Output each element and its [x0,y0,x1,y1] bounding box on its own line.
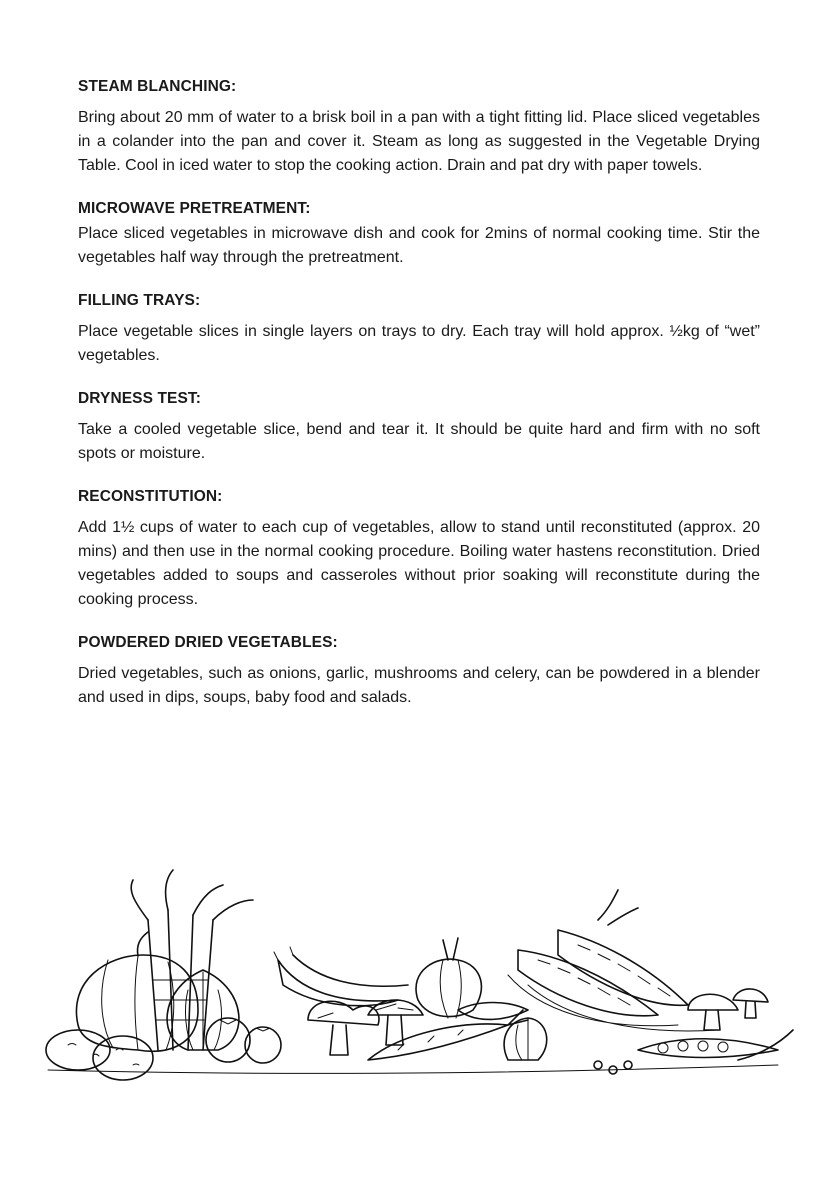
section-heading: MICROWAVE PRETREATMENT: [78,200,311,217]
section-heading: RECONSTITUTION: [78,488,223,505]
section-dryness-test [78,390,760,466]
section-powdered-dried-vegetables [78,634,760,710]
vegetables-drawing [38,860,798,1090]
section-body: Bring about 20 mm of water to a brisk boil in a pan with a tight fitting lid. Place sliced vegetables in a colander into the pan and cover it. Steam as long as suggested in the Vegetable Drying Table. Cool in iced water to stop the cooking action. Drain and pat dry with paper towels. [78,109,760,174]
section-body: Dried vegetables, such as onions, garlic, mushrooms and celery, can be powdered in a blender and used in dips, soups, baby food and salads. [78,665,760,706]
section-heading: FILLING TRAYS: [78,292,201,309]
section-heading: DRYNESS TEST: [78,390,202,407]
section-reconstitution [78,488,760,612]
section-filling-trays [78,292,760,368]
section-body: Take a cooled vegetable slice, bend and tear it. It should be quite hard and firm with no soft spots or moisture. [78,421,760,462]
section-microwave-pretreatment [78,200,760,270]
document-content [78,78,760,732]
section-heading: POWDERED DRIED VEGETABLES: [78,634,338,651]
section-body: Add 1½ cups of water to each cup of vegetables, allow to stand until reconstituted (approx. 20 mins) and then use in the normal cooking procedure. Boiling water hastens reconstitution. Dried vegetables added to soups and casseroles without prior soaking will reconstitute during the cooking process. [78,519,760,608]
vegetables-illustration [38,860,798,1090]
section-body: Place vegetable slices in single layers on trays to dry. Each tray will hold approx. ½kg of “wet” vegetables. [78,323,760,364]
section-heading: STEAM BLANCHING: [78,78,237,95]
section-steam-blanching [78,78,760,178]
section-body: Place sliced vegetables in microwave dish and cook for 2mins of normal cooking time. Stir the vegetables half way through the pretreatment. [78,225,760,266]
